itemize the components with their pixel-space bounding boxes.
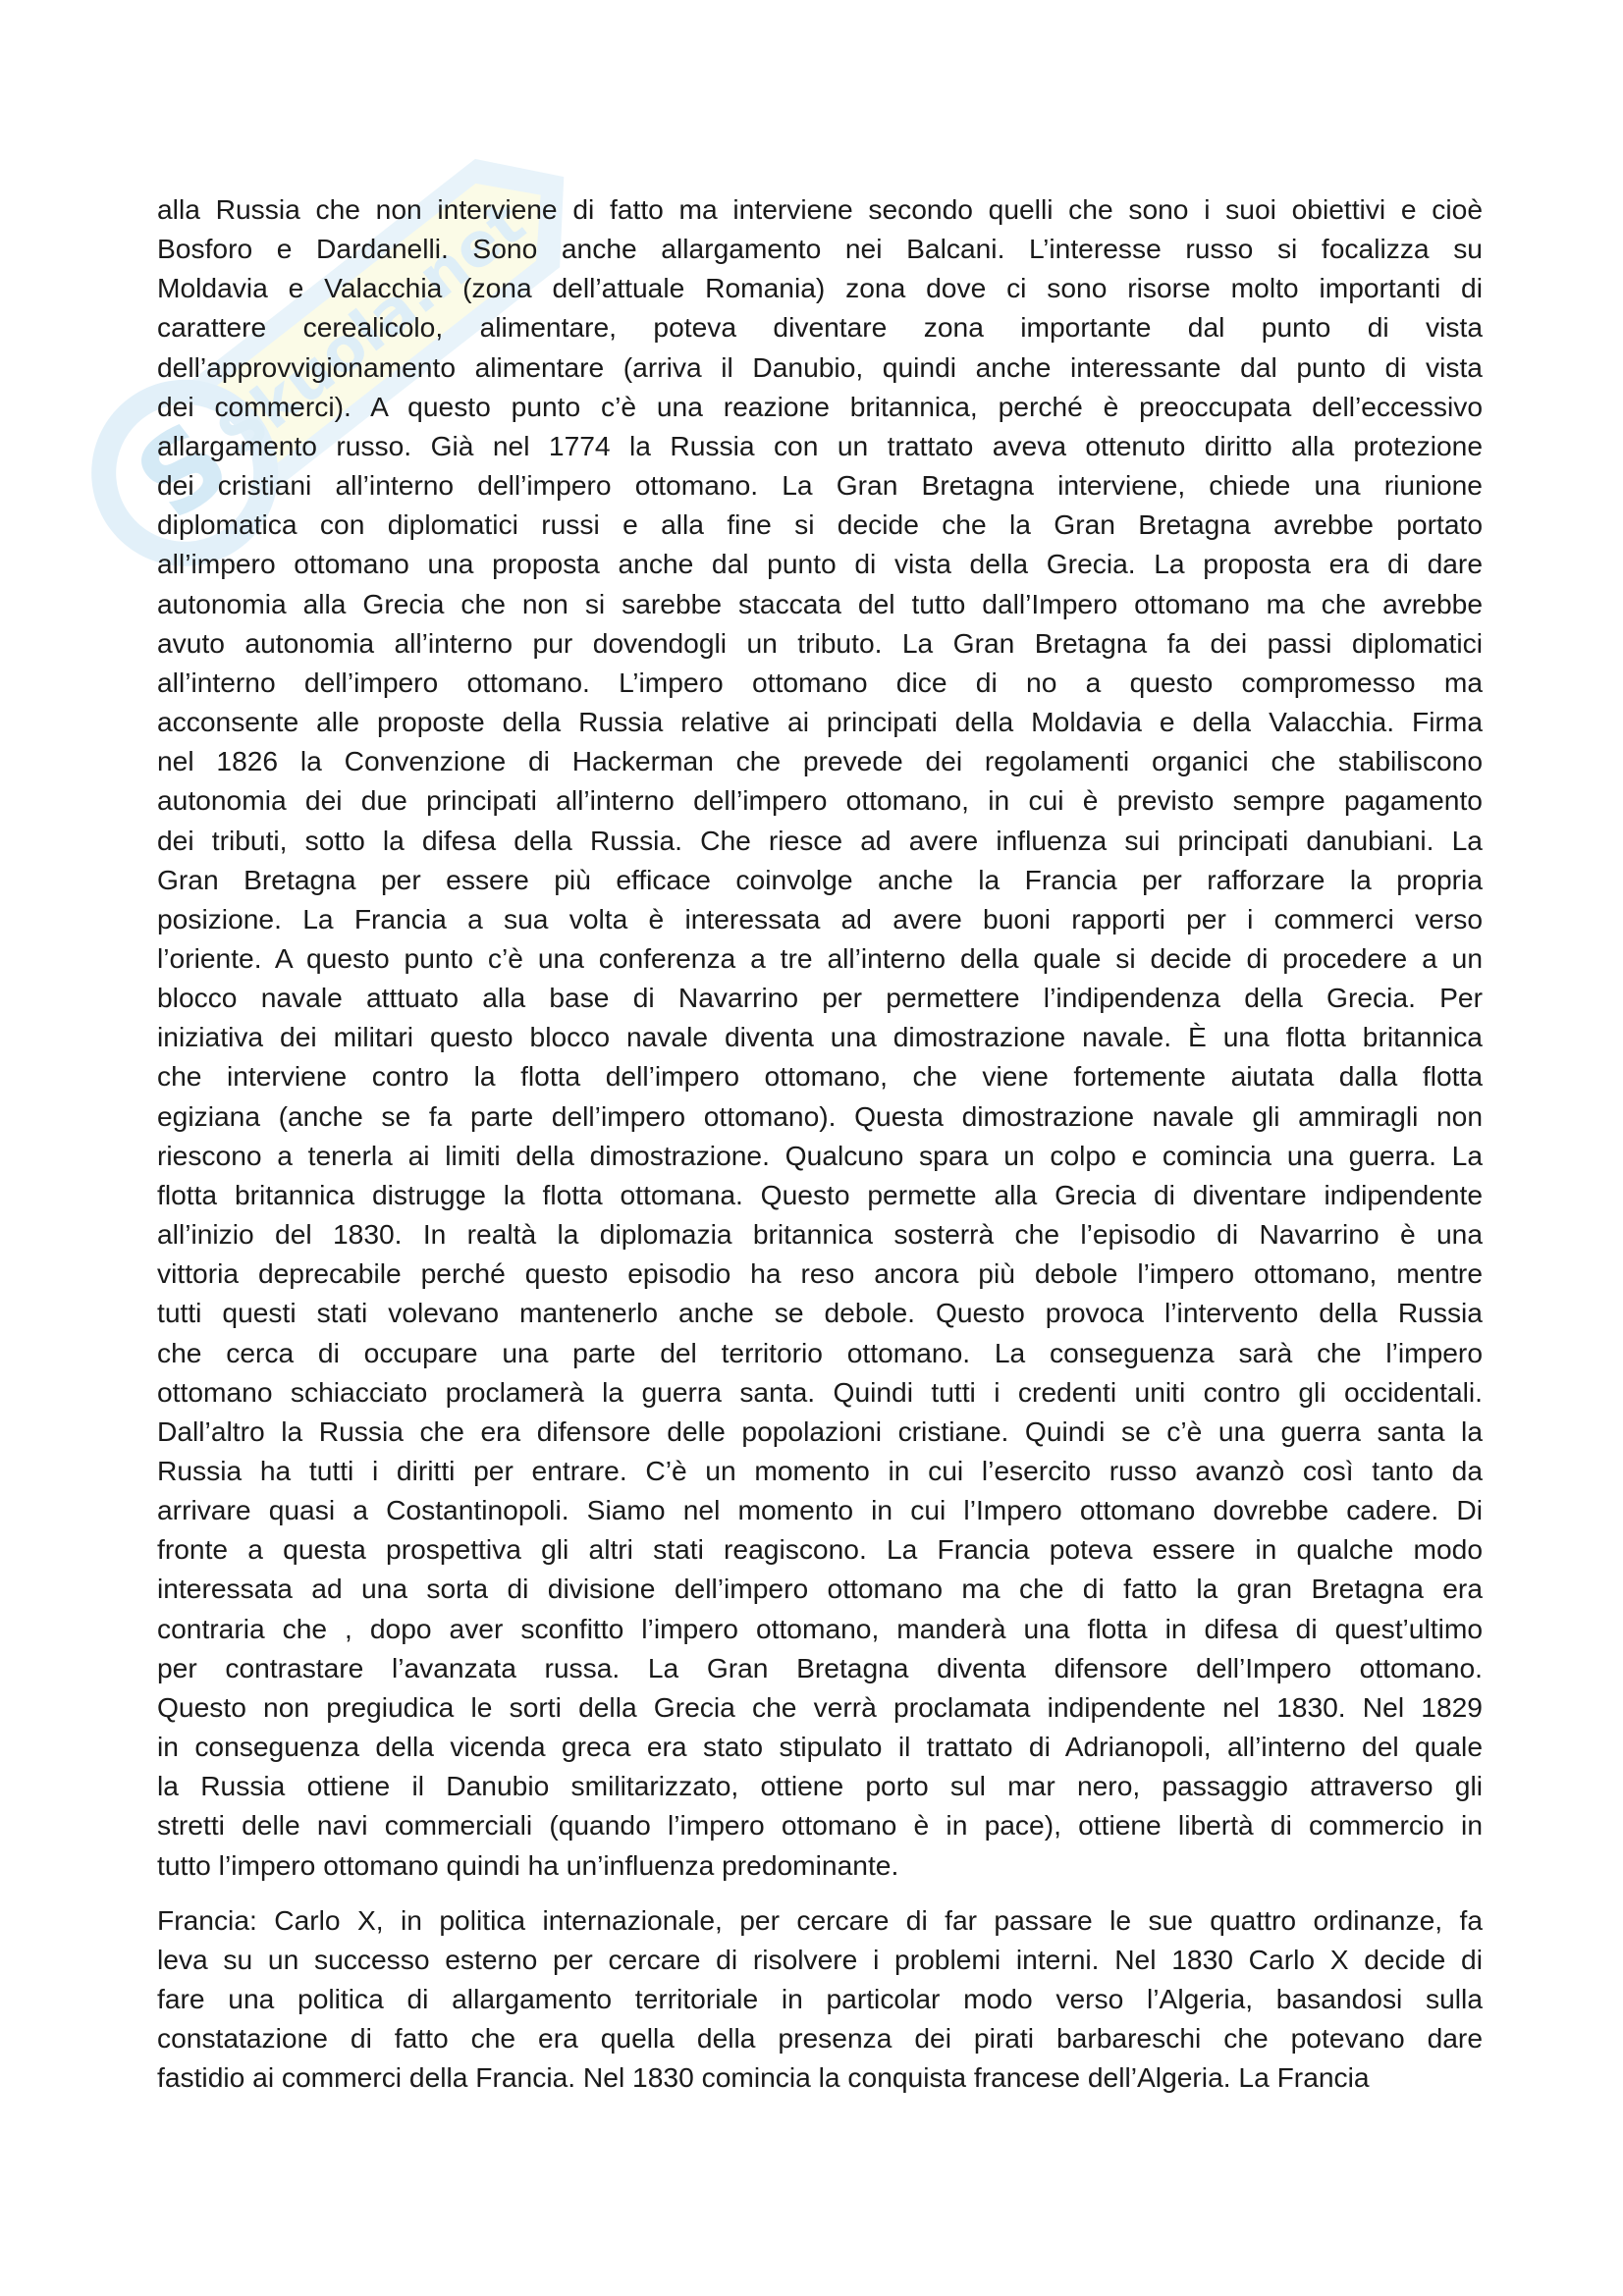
text-line: all’inizio del 1830. In realtà la diplomazia britannica sosterrà che l’episodio di Navarrino è una — [157, 1218, 1483, 1251]
text-line: autonomia dei due principati all’interno dell’impero ottomano, in cui è previsto sempre pagamento — [157, 784, 1483, 817]
text-line: fastidio ai commerci della Francia. Nel 1830 comincia la conquista francese dell’Algeria. La Francia — [157, 2061, 1370, 2094]
text-line: fronte a questa prospettiva gli altri stati reagiscono. La Francia poteva essere in qualche modo — [157, 1533, 1483, 1566]
text-line: Francia: Carlo X, in politica internazionale, per cercare di far passare le sue quattro ordinanze, fa — [157, 1903, 1483, 1936]
text-line: diplomatica con diplomatici russi e alla fine si decide che la Gran Bretagna avrebbe portato — [157, 508, 1483, 541]
text-line: la Russia ottiene il Danubio smilitarizzato, ottiene porto sul mar nero, passaggio attraverso gli — [157, 1770, 1483, 1802]
text-line: dei commerci). A questo punto c’è una reazione britannica, perché è preoccupata dell’eccessivo — [157, 390, 1483, 422]
text-line: arrivare quasi a Costantinopoli. Siamo nel momento in cui l’Impero ottomano dovrebbe cadere. Di — [157, 1494, 1483, 1526]
text-line: Gran Bretagna per essere più efficace coinvolge anche la Francia per rafforzare la propria — [157, 863, 1483, 895]
text-line: autonomia alla Grecia che non si sarebbe staccata del tutto dall’Impero ottomano ma che avrebbe — [157, 587, 1483, 619]
text-line: Questo non pregiudica le sorti della Grecia che verrà proclamata indipendente nel 1830. Nel 1829 — [157, 1690, 1483, 1723]
text-line: vittoria deprecabile perché questo episodio ha reso ancora più debole l’impero ottomano, mentre — [157, 1257, 1483, 1290]
paragraph — [157, 1900, 1483, 2098]
text-line: carattere cerealicolo, alimentare, poteva diventare zona importante dal punto di vista — [157, 311, 1483, 344]
text-line: stretti delle navi commerciali (quando l’impero ottomano è in pace), ottiene libertà di commercio in — [157, 1809, 1483, 1842]
text-line: l’oriente. A questo punto c’è una conferenza a tre all’interno della quale si decide di procedere a un — [157, 941, 1483, 974]
text-line: ottomano schiacciato proclamerà la guerra santa. Quindi tutti i credenti uniti contro gli occidentali. — [157, 1375, 1483, 1408]
text-line: che interviene contro la flotta dell’impero ottomano, che viene fortemente aiutata dalla flotta — [157, 1060, 1483, 1093]
text-line: constatazione di fatto che era quella della presenza dei pirati barbareschi che potevano dare — [157, 2022, 1483, 2055]
text-line: tutto l’impero ottomano quindi ha un’influenza predominante. — [157, 1848, 899, 1881]
text-line: che cerca di occupare una parte del territorio ottomano. La conseguenza sarà che l’impero — [157, 1336, 1483, 1368]
text-line: riescono a tenerla ai limiti della dimostrazione. Qualcuno spara un colpo e comincia una guerra. La — [157, 1139, 1483, 1171]
text-line: egiziana (anche se fa parte dell’impero ottomano). Questa dimostrazione navale gli ammiragli non — [157, 1099, 1483, 1132]
text-line: avuto autonomia all’interno pur dovendogli un tributo. La Gran Bretagna fa dei passi diplomatici — [157, 626, 1483, 659]
text-line: acconsente alle proposte della Russia relative ai principati della Moldavia e della Valacchia. Firma — [157, 706, 1483, 738]
text-line: contraria che , dopo aver sconfitto l’impero ottomano, manderà una flotta in difesa di quest’ultimo — [157, 1612, 1483, 1644]
text-line: blocco navale atttuato alla base di Navarrino per permettere l’indipendenza della Grecia. Per — [157, 982, 1483, 1014]
document-body — [157, 189, 1483, 2098]
text-line: leva su un successo esterno per cercare di risolvere i problemi interni. Nel 1830 Carlo X decide di — [157, 1943, 1483, 1975]
text-line: dell’approvvigionamento alimentare (arriva il Danubio, quindi anche interessante dal punto di vista — [157, 350, 1483, 383]
text-line: interessata ad una sorta di divisione dell’impero ottomano ma che di fatto la gran Bretagna era — [157, 1573, 1483, 1605]
watermark-logo-letter: S — [113, 397, 252, 545]
text-line: dei tributi, sotto la difesa della Russia. Che riesce ad avere influenza sui principati danubiani. La — [157, 824, 1483, 856]
text-line: alla Russia che non interviene di fatto ma interviene secondo quelli che sono i suoi obiettivi e cioè — [157, 193, 1483, 225]
text-line: iniziativa dei militari questo blocco navale diventa una dimostrazione navale. È una flotta britannica — [157, 1021, 1483, 1053]
text-line: Dall’altro la Russia che era difensore delle popolazioni cristiane. Quindi se c’è una guerra santa la — [157, 1415, 1483, 1447]
watermark-logo-text: Skuola.net — [203, 187, 538, 470]
text-line: nel 1826 la Convenzione di Hackerman che prevede dei regolamenti organici che stabiliscono — [157, 745, 1483, 777]
text-line: Bosforo e Dardanelli. Sono anche allargamento nei Balcani. L’interesse russo si focalizza su — [157, 233, 1483, 265]
text-line: all’impero ottomano una proposta anche dal punto di vista della Grecia. La proposta era di dare — [157, 548, 1483, 580]
text-line: tutti questi stati volevano mantenerlo anche se debole. Questo provoca l’intervento della Russia — [157, 1297, 1483, 1329]
text-line: dei cristiani all’interno dell’impero ottomano. La Gran Bretagna interviene, chiede una riunione — [157, 469, 1483, 502]
text-line: fare una politica di allargamento territoriale in particolar modo verso l’Algeria, basandosi sulla — [157, 1983, 1483, 2015]
text-line: per contrastare l’avanzata russa. La Gran Bretagna diventa difensore dell’Impero ottomano. — [157, 1651, 1483, 1683]
paragraph — [157, 189, 1483, 1885]
text-line: in conseguenza della vicenda greca era stato stipulato il trattato di Adrianopoli, all’interno del quale — [157, 1731, 1483, 1763]
text-line: posizione. La Francia a sua volta è interessata ad avere buoni rapporti per i commerci verso — [157, 902, 1483, 934]
text-line: all’interno dell’impero ottomano. L’impero ottomano dice di no a questo compromesso ma — [157, 666, 1483, 698]
text-line: Moldavia e Valacchia (zona dell’attuale Romania) zona dove ci sono risorse molto importanti di — [157, 272, 1483, 304]
text-line: allargamento russo. Già nel 1774 la Russia con un trattato aveva ottenuto diritto alla protezione — [157, 429, 1483, 461]
text-line: Russia ha tutti i diritti per entrare. C’è un momento in cui l’esercito russo avanzò così tanto da — [157, 1455, 1483, 1486]
text-line: flotta britannica distrugge la flotta ottomana. Questo permette alla Grecia di diventare indipendente — [157, 1178, 1483, 1210]
